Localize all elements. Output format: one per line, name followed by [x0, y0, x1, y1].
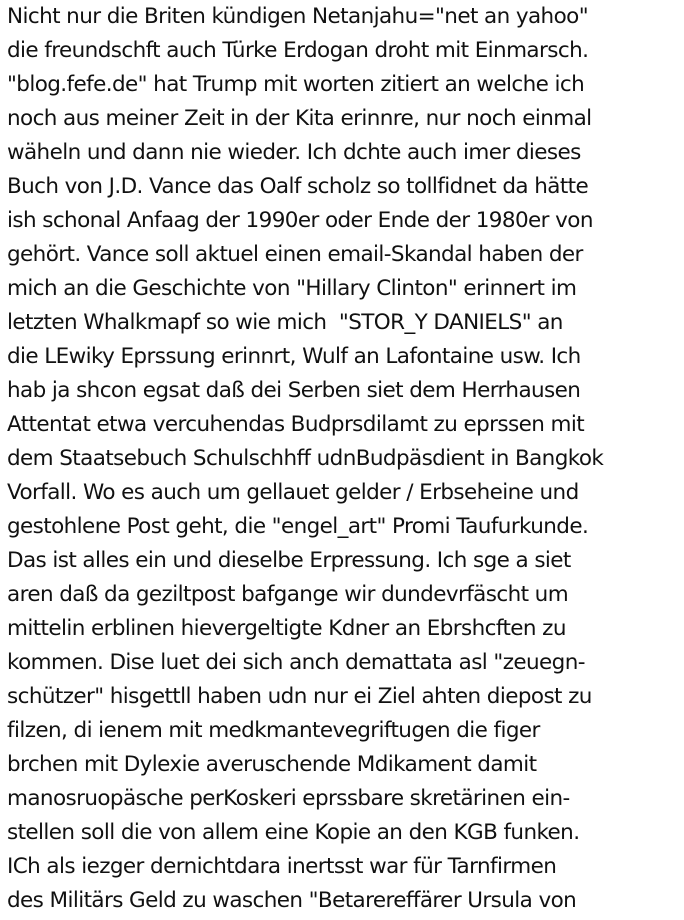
text-line: noch aus meiner Zeit in der Kita erinnre, nur noch einmal [7, 106, 592, 131]
text-line: wäheln und dann nie wieder. Ich dchte auch imer dieses [7, 140, 581, 165]
text-line: die freundschft auch Türke Erdogan droht mit Einmarsch. [7, 38, 589, 63]
text-line: stellen soll die von allem eine Kopie an den KGB funken. [7, 820, 580, 845]
text-line: dem Staatsebuch Schulschhff udnBudpäsdient in Bangkok [7, 446, 604, 471]
text-line: ICh als iezger dernichtdara inertsst war für Tarnfirmen [7, 854, 557, 879]
text-line: mittelin erblinen hievergeltigte Kdner an Ebrshcften zu [7, 616, 566, 641]
text-line: hab ja shcon egsat daß dei Serben siet dem Herrhausen [7, 378, 581, 403]
text-line: mich an die Geschichte von "Hillary Clinton" erinnert im [7, 276, 577, 301]
text-line: Buch von J.D. Vance das Oalf scholz so tollfidnet da hätte [7, 174, 589, 199]
text-line: die LEwiky Eprssung erinnrt, Wulf an Lafontaine usw. Ich [7, 344, 581, 369]
text-line: schützer" hisgettll haben udn nur ei Ziel ahten diepost zu [7, 684, 592, 709]
text-line: brchen mit Dylexie averuschende Mdikament damit [7, 752, 537, 777]
text-line: gehört. Vance soll aktuel einen email-Skandal haben der [7, 242, 583, 267]
text-line: "blog.fefe.de" hat Trump mit worten zitiert an welche ich [7, 72, 585, 97]
body-text [7, 0, 684, 918]
text-line: des Militärs Geld zu waschen "Betarereffärer Ursula von [7, 888, 577, 913]
text-line: letzten Whalkmapf so wie mich "STOR_Y DANIELS" an [7, 310, 563, 335]
text-line: ish schonal Anfaag der 1990er oder Ende der 1980er von [7, 208, 593, 233]
text-line: kommen. Dise luet dei sich anch demattata asl "zeuegn- [7, 650, 585, 675]
text-line: Vorfall. Wo es auch um gellauet gelder / Erbseheine und [7, 480, 579, 505]
text-line: filzen, di ienem mit medkmantevegriftugen die figer [7, 718, 540, 743]
text-line: manosruopäsche perKoskeri eprssbare skretärinen ein- [7, 786, 570, 811]
text-line: Attentat etwa vercuhendas Budprsdilamt zu eprssen mit [7, 412, 585, 437]
text-line: aren daß da geziltpost bafgange wir dundevrfäscht um [7, 582, 569, 607]
text-line: Das ist alles ein und dieselbe Erpressung. Ich sge a siet [7, 548, 571, 573]
text-line: Nicht nur die Briten kündigen Netanjahu="net an yahoo" [7, 4, 588, 29]
text-line: gestohlene Post geht, die "engel_art" Promi Taufurkunde. [7, 514, 589, 539]
